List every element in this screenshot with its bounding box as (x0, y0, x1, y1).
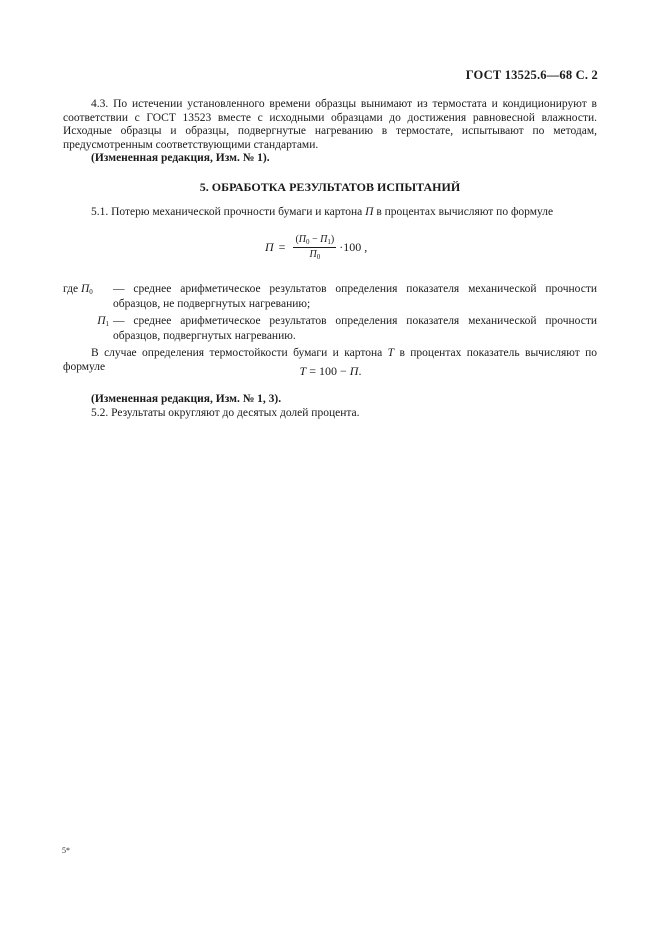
def1-text: — среднее арифметическое результатов определения показателя механической прочности образцов, не подвергнутых нагреванию; (113, 283, 597, 310)
formula1-numerator: $(П_0 - П_1)$ (295, 234, 335, 246)
definition-p0: где $П_0$ — среднее арифметическое результатов определения показателя механической прочности образцов, не подвергнутых нагреванию; (63, 283, 597, 310)
paragraph-thermostability: В случае определения термостойкости бумаги и картона Т в процентах показатель вычисляют по формуле (63, 347, 598, 373)
revision-note-2: (Измененная редакция, Изм. № 1, 3). (91, 393, 282, 405)
revision-note-1: (Измененная редакция, Изм. № 1). (91, 152, 270, 164)
formula1-fraction-bar (293, 247, 336, 248)
paragraph-4-3-text: 4.3. По истечении установленного времени образцы вынимают из термостата и кондиционируют в соответствии с ГОСТ 13523 вместе с исходными образцами до достижения равновесной влажности. Исходные образцы и образцы, подвергнутые нагреванию в термостате, испытывают по методам, предусмотренным соответствующими стандартами. (63, 98, 597, 151)
formula1-mult: ·100 , (339, 240, 368, 254)
formula1-eq: = (278, 240, 286, 254)
definition-p1: $П_1$ — среднее арифметическое результатов определения показателя механической прочности образцов, подвергнутых нагреванию. (97, 315, 597, 342)
definitions (63, 282, 597, 374)
def-prefix: где (63, 283, 79, 295)
paragraph-5-2-block (63, 393, 597, 420)
section-5-title: 5. ОБРАБОТКА РЕЗУЛЬТАТОВ ИСПЫТАНИЙ (199, 180, 461, 194)
def2-text: — среднее арифметическое результатов определения показателя механической прочности образцов, подвергнутых нагреванию. (113, 315, 597, 342)
formula-loss (265, 234, 367, 261)
formula1-fraction (293, 234, 336, 261)
page-header: ГОСТ 13525.6—68 С. 2 (465, 68, 598, 82)
paragraph-5-2: 5.2. Результаты округляют до десятых долей процента. (91, 406, 360, 419)
paragraph-4-3 (63, 98, 597, 166)
formula1-lhs: П (265, 240, 274, 254)
p51-before: 5.1. Потерю механической прочности бумаги и картона (91, 206, 363, 218)
p51-var: П (365, 206, 374, 218)
formula1-denominator: $П_0$ (309, 249, 321, 261)
formula-thermostability: Т = 100 − П. (299, 364, 362, 378)
footer-mark: 5* (62, 846, 70, 855)
paragraph-5-1 (63, 206, 597, 220)
p51-after: в процентах вычисляют по формуле (376, 206, 554, 218)
